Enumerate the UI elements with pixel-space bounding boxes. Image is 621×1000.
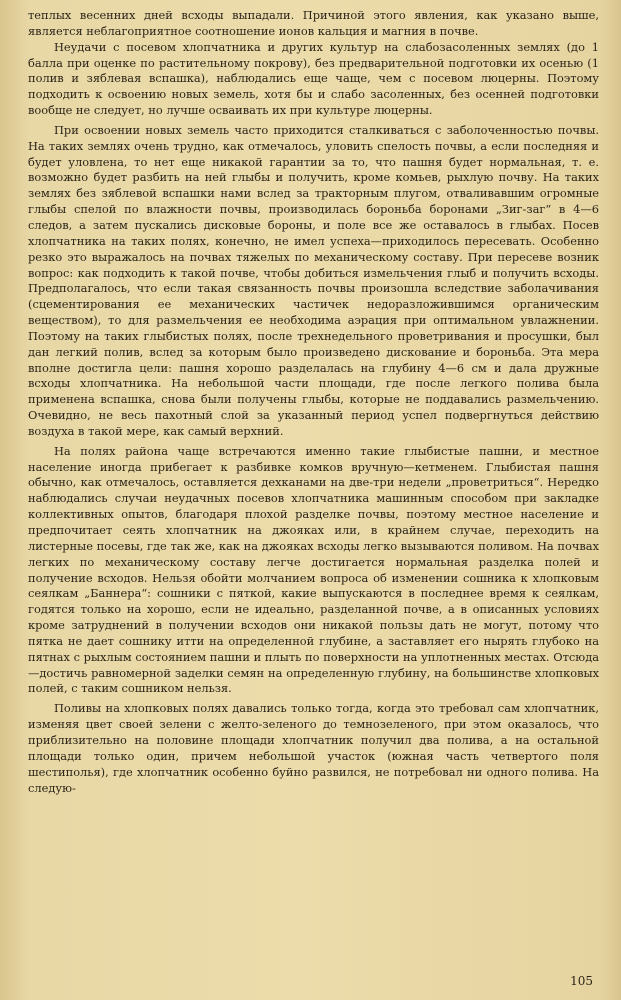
paragraph-2: Неудачи с посевом хлопчатника и других культур на слабозасоленных землях (до 1 балла при оценке по растительному покрову), без предварительной подготовки их осенью (1 полив и зяблевая вспашка), наблюдались еще чаще, чем с посевом люцерны. Поэтому подходить к освоению новых земель, хотя бы и слабо засоленных, без осенней подготовки вообще не следует, но лучше осваивать их при культуре люцерны.: [28, 39, 599, 118]
page-number: 105: [570, 974, 593, 989]
paragraph-5: Поливы на хлопковых полях давались только тогда, когда это требовал сам хлопчатник, изменяя цвет своей зелени с желто-зеленого до темнозеленого, при этом оказалось, что приблизительно на половине площади хлопчатник получил два полива, а на остальной площади только один, причем небольшой участок (южная часть четвертого поля шестиполья), где хлопчатник особенно буйно развился, не потребовал ни одного полива. На следую-: [28, 701, 599, 795]
paragraph-3: При освоении новых земель часто приходится сталкиваться с заболоченностью почвы. На таких землях очень трудно, как отмечалось, уловить спелость почвы, а если последняя и будет уловлена, то нет еще никакой гарантии за то, что пашня будет нормальная, т. е. возможно будет разбить на ней глыбы и получить, кроме комьев, рыхлую почву. На таких землях без зяблевой вспашки нами вслед за тракторным плугом, отваливавшим огромные глыбы спелой по влажности почвы, производилась бороньба боронами „Зиг-заг“ в 4—6 следов, а затем пускались дисковые бороны, и поле все же оставалось в глыбах. Посев хлопчатника на таких полях, конечно, не имел успеха—приходилось пересевать. Особенно резко это выражалось на почвах тяжелых по механическому составу. При пересеве возник вопрос: как подходить к такой почве, чтобы добиться измельчения глыб и получить всходы. Предполагалось, что если такая связанность почвы произошла вследствие заболачивания (сцементирования ее механических частичек недоразложившимся органическим веществом), то для размельчения ее необходима аэрация при оптимальном увлажнении. Поэтому на таких глыбистых полях, после трехнедельного проветривания и просушки, был дан легкий полив, вслед за которым было произведено дискование и бороньба. Эта мера вполне достигла цели: пашня хорошо разделалась на глубину 4—6 см и дала дружные всходы хлопчатника. На небольшой части площади, где после легкого полива была применена вспашка, снова были получены глыбы, которые не поддавались размельчению. Очевидно, не весь пахотный слой за указанный период успел подвергнуться действию воздуха в такой мере, как самый верхний.: [28, 122, 599, 438]
paragraph-1: теплых весенних дней всходы выпадали. Причиной этого явления, как указано выше, является неблагоприятное соотношение ионов кальция и магния в почве.: [28, 8, 599, 38]
paragraph-4: На полях района чаще встречаются именно такие глыбистые пашни, и местное население иногда прибегает к разбивке комков вручную—кетменем. Глыбистая пашня обычно, как отмечалось, оставляется дехканами на две-три недели „проветриться“. Нередко наблюдались случаи неудачных посевов хлопчатника машинным способом при закладке коллективных опытов, благодаря плохой разделке почвы, поэтому местное население и предпочитает сеять хлопчатник на джояках или, в крайнем случае, переходить на листерные посевы, где так же, как на джояках всходы легко вызываются поливом. На почвах легких по механическому составу легче достигается нормальная разделка полей и получение всходов. Нельзя обойти молчанием вопроса об изменении сошника к хлопковым сеялкам „Баннера“: сошники с пяткой, какие выпускаются в последнее время к сеялкам, годятся только на хорошо, если не идеально, разделанной почве, а в описанных условиях кроме затруднений в получении всходов они никакой пользы дать не могут, потому что пятка не дает сошнику итти на определенной глубине, а заставляет его нырять глубоко на пятнах с рыхлым состоянием пашни и плыть по поверхности на уплотненных местах. Отсюда—достичь равномерной заделки семян на определенную глубину, на большинстве хлопковых полей, с таким сошником нельзя.: [28, 443, 599, 696]
